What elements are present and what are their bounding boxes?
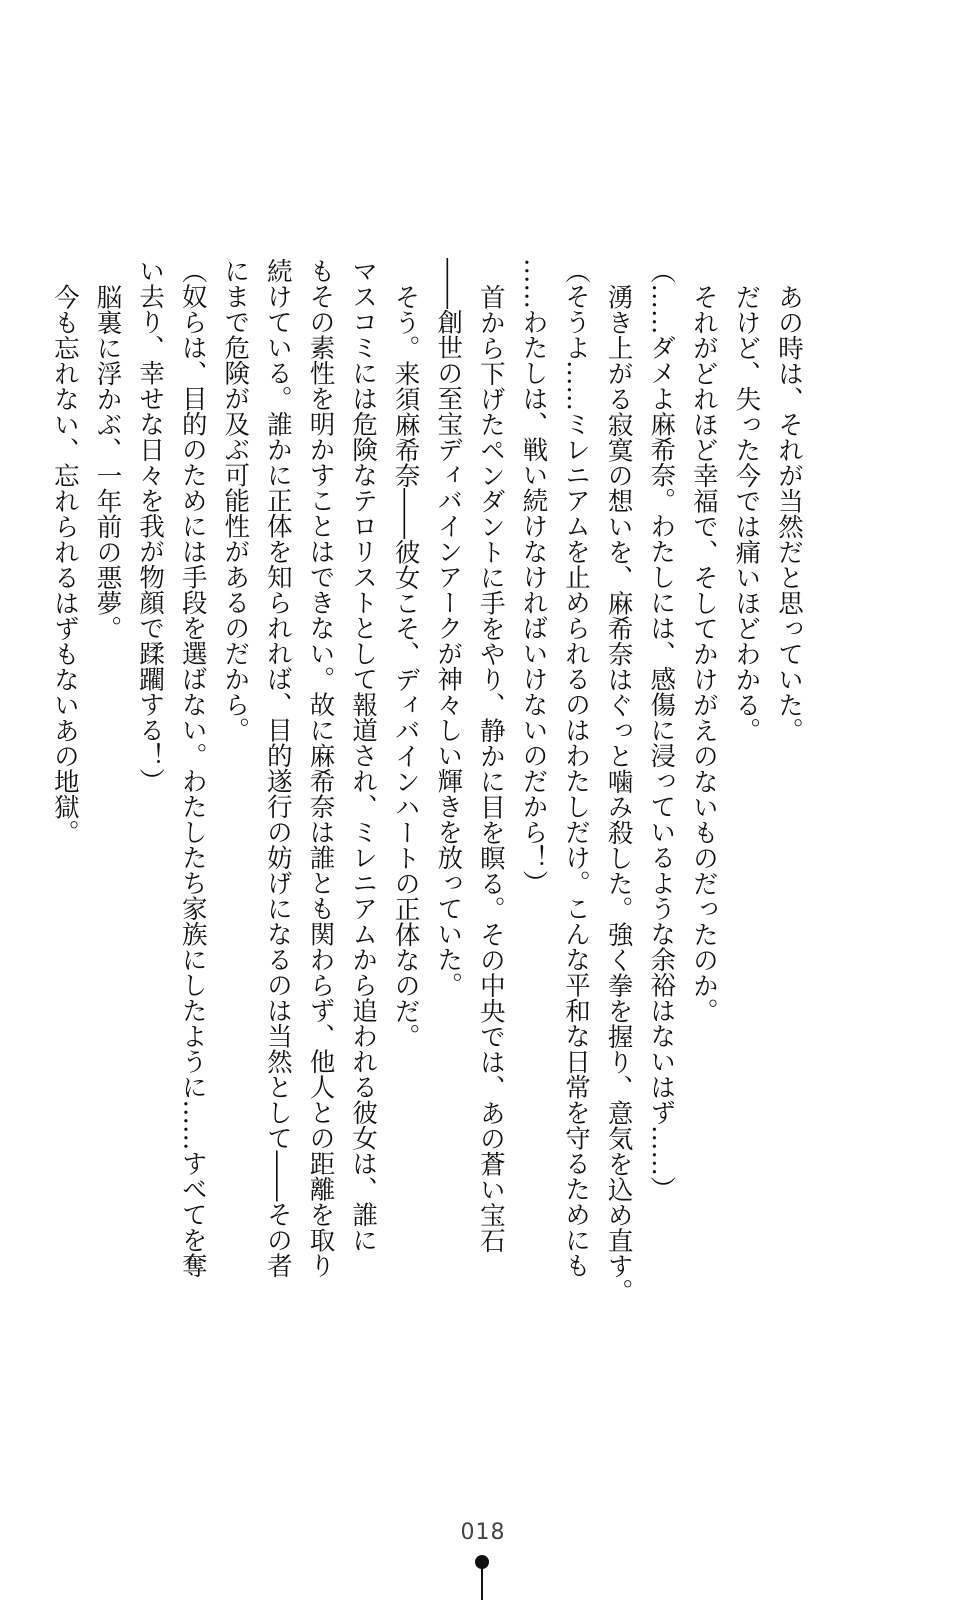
text-line: マスコミには危険なテロリストとして報道され、ミレニアムから追われる彼女は、誰に bbox=[348, 258, 379, 1253]
text-line: 首から下げたペンダントに手をやり、静かに目を瞑る。その中央では、あの蒼い宝石 bbox=[475, 283, 506, 1253]
text-line: （……ダメよ麻希奈。わたしには、感傷に浸っているような余裕はないはず……） bbox=[646, 258, 677, 1202]
text-line: 湧き上がる寂寞の想いを、麻希奈はぐっと噛み殺した。強く拳を握り、意気を込め直す。 bbox=[603, 283, 634, 1304]
text-line: （奴らは、目的のためには手段を選ばない。わたしたち家族にしたように……すべてを奪 bbox=[177, 258, 208, 1278]
text-line: もその素性を明かすことはできない。故に麻希奈は誰とも関わらず、他人との距離を取り bbox=[305, 258, 336, 1278]
text-line: あの時は、それが当然だと思っていた。 bbox=[774, 283, 804, 743]
text-line: 今も忘れない、忘れられるはずもないあの地獄。 bbox=[49, 283, 80, 845]
text-line: だけど、失った今では痛いほどわかる。 bbox=[731, 283, 762, 743]
vertical-body-text bbox=[49, 258, 810, 1338]
text-line: ――創世の至宝ディバインアークが神々しい輝きを放っていた。 bbox=[433, 258, 464, 998]
text-line: にまで危険が及ぶ可能性があるのだから。 bbox=[220, 258, 251, 743]
text-line: い去り、幸せな日々を我が物顔で蹂躙する！） bbox=[135, 258, 166, 794]
folio-line-divider bbox=[481, 1566, 483, 1600]
text-line: ……わたしは、戦い続けなければいけないのだから！） bbox=[518, 258, 549, 896]
text-line: （そうよ……ミレニアムを止められるのはわたしだけ。こんな平和な日常を守るためにも bbox=[561, 258, 592, 1278]
text-line: そう。来須麻希奈――彼女こそ、ディバインハートの正体なのだ。 bbox=[390, 283, 421, 1049]
page-number: 018 bbox=[460, 1520, 506, 1545]
text-line: 続けている。誰かに正体を知られれば、目的遂行の妨げになるのは当然として――その者 bbox=[262, 258, 293, 1278]
text-line: 脳裏に浮かぶ、一年前の悪夢。 bbox=[92, 283, 123, 641]
text-line: それがどれほど幸福で、そしてかけがえのないものだったのか。 bbox=[688, 283, 719, 1023]
